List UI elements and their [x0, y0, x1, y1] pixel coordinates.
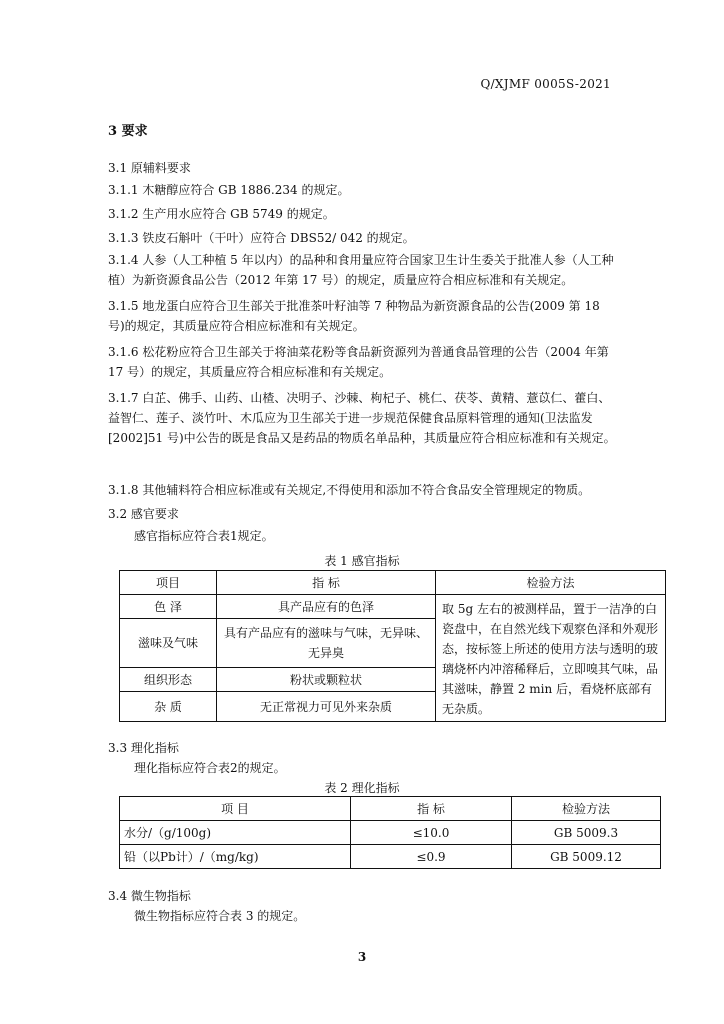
table-intro: 理化指标应符合表2的规定。 — [134, 761, 286, 775]
subsection-heading: 3.1 原辅料要求 — [108, 161, 191, 175]
subsection-heading: 3.4 微生物指标 — [108, 889, 191, 903]
clause-3-1-2: 3.1.2 生产用水应符合 GB 5749 的规定。 — [108, 207, 335, 221]
table-header: 检验方法 — [512, 797, 661, 821]
table-cell: GB 5009.3 — [512, 821, 661, 845]
table-cell: 铅（以Pb计）/（mg/kg) — [120, 845, 351, 869]
table-cell: 水分/（g/100g) — [120, 821, 351, 845]
table-header: 检验方法 — [436, 571, 666, 595]
method-cell: 取 5g 左右的被测样品，置于一洁净的白瓷盘中，在自然光线下观察色泽和外观形态，按标签上所述的使用方法与透明的玻璃烧杯内冲溶稀释后，立即嗅其气味，品其滋味，静置 2 min 后，看烧杯底部有无杂质。 — [436, 595, 666, 722]
table-cell: 具产品应有的色泽 — [217, 595, 436, 619]
table-cell: 具有产品应有的滋味与气味，无异味、无异臭 — [217, 619, 436, 667]
clause-3-1-6: 3.1.6 松花粉应符合卫生部关于将油菜花粉等食品新资源列为普通食品管理的公告（2004 年第 17 号）的规定，其质量应符合相应标准和有关规定。 — [108, 345, 609, 379]
table-cell: ≤0.9 — [351, 845, 512, 869]
clause-3-1-1: 3.1.1 木糖醇应符合 GB 1886.234 的规定。 — [108, 183, 350, 197]
document-code: Q/XJMF 0005S-2021 — [480, 77, 611, 91]
sensory-table — [119, 570, 666, 722]
table-cell: 色 泽 — [120, 595, 217, 619]
table-header: 项目 — [120, 571, 217, 595]
table-cell: 杂 质 — [120, 691, 217, 721]
table-cell: GB 5009.12 — [512, 845, 661, 869]
physchem-table — [119, 796, 661, 869]
table-cell: ≤10.0 — [351, 821, 512, 845]
table-caption: 表 1 感官指标 — [324, 554, 400, 568]
clause-3-1-3: 3.1.3 铁皮石斛叶（干叶）应符合 DBS52/ 042 的规定。 — [108, 231, 415, 245]
subsection-heading: 3.2 感官要求 — [108, 507, 179, 521]
clause-3-1-5: 3.1.5 地龙蛋白应符合卫生部关于批准茶叶籽油等 7 种物品为新资源食品的公告(2009 第 18 号)的规定，其质量应符合相应标准和有关规定。 — [108, 299, 600, 333]
clause-3-1-4: 3.1.4 人参（人工种植 5 年以内）的品种和食用量应符合国家卫生计生委关于批准人参（人工种植）为新资源食品公告（2012 年第 17 号）的规定，质量应符合相应标准和有关规定。 — [108, 253, 614, 287]
table-intro: 微生物指标应符合表 3 的规定。 — [134, 909, 306, 923]
section-heading: 3 要求 — [108, 124, 148, 139]
table-header: 指 标 — [217, 571, 436, 595]
table-header: 项 目 — [120, 797, 351, 821]
clause-3-1-8: 3.1.8 其他辅料符合相应标准或有关规定,不得使用和添加不符合食品安全管理规定的物质。 — [108, 483, 591, 497]
table-cell: 组织形态 — [120, 667, 217, 691]
subsection-heading: 3.3 理化指标 — [108, 741, 179, 755]
table-intro: 感官指标应符合表1规定。 — [134, 529, 274, 543]
table-cell: 粉状或颗粒状 — [217, 667, 436, 691]
table-cell: 滋味及气味 — [120, 619, 217, 667]
table-cell: 无正常视力可见外来杂质 — [217, 691, 436, 721]
table-caption: 表 2 理化指标 — [324, 781, 400, 795]
clause-3-1-7: 3.1.7 白芷、佛手、山药、山楂、决明子、沙棘、枸杞子、桃仁、茯苓、黄精、薏苡仁、藿白、益智仁、莲子、淡竹叶、木瓜应为卫生部关于进一步规范保健食品原料管理的通知(卫法监发[2002]51 号)中公告的既是食品又是药品的物质名单品种，其质量应符合相应标准和有关规定。 — [108, 391, 616, 445]
table-header: 指 标 — [351, 797, 512, 821]
page-number: 3 — [357, 950, 367, 964]
